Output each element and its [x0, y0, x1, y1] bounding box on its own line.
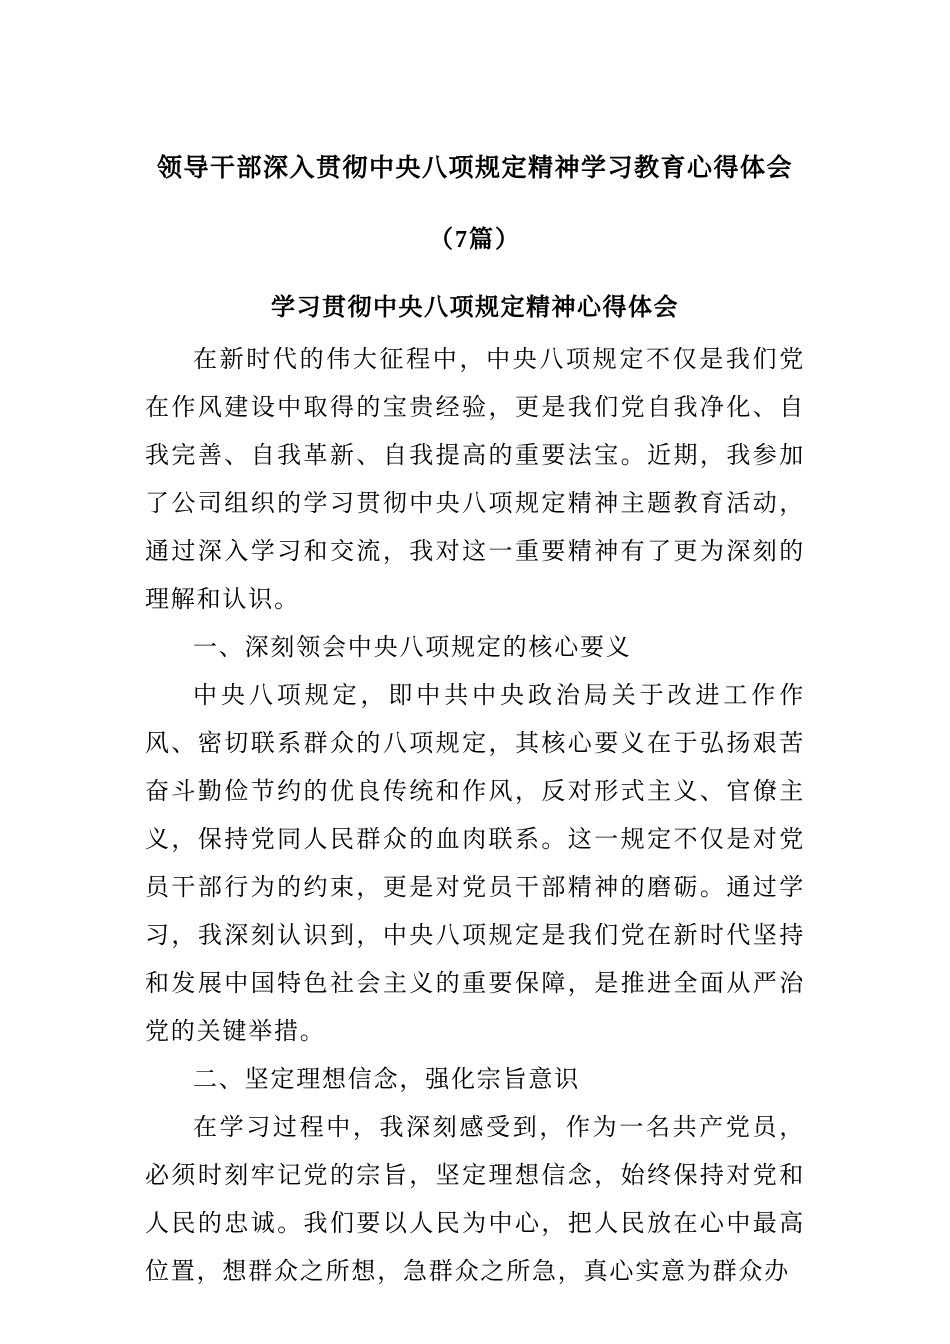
document-title: 领导干部深入贯彻中央八项规定精神学习教育心得体会: [156, 155, 793, 182]
section-heading-1: 一、深刻领会中央八项规定的核心要义: [193, 635, 632, 661]
article-title: 学习贯彻中央八项规定精神心得体会: [271, 295, 679, 321]
paragraph-section-2: 在学习过程中，我深刻感受到，作为一名共产党员，必须时刻牢记党的宗旨，坚定理想信念，始终保持对党和人民的忠诚。我们要以人民为中心，把人民放在心中最高位置，想群众之所想，急群众之所急，真心实意为群众办: [145, 1115, 805, 1285]
article-body: [145, 336, 805, 1296]
paragraph-section-1: 中央八项规定，即中共中央政治局关于改进工作作风、密切联系群众的八项规定，其核心要义在于弘扬艰苦奋斗勤俭节约的优良传统和作风，反对形式主义、官僚主义，保持党同人民群众的血肉联系。这一规定不仅是对党员干部行为的约束，更是对党员干部精神的磨砺。通过学习，我深刻认识到，中央八项规定是我们党在新时代坚持和发展中国特色社会主义的重要保障，是推进全面从严治党的关键举措。: [145, 683, 805, 1045]
document-subtitle: （7篇）: [429, 227, 521, 253]
paragraph-intro: 在新时代的伟大征程中，中央八项规定不仅是我们党在作风建设中取得的宝贵经验，更是我们党自我净化、自我完善、自我革新、自我提高的重要法宝。近期，我参加了公司组织的学习贯彻中央八项规定精神主题教育活动，通过深入学习和交流，我对这一重要精神有了更为深刻的理解和认识。: [145, 347, 805, 613]
section-heading-2: 二、坚定理想信念，强化宗旨意识: [193, 1067, 580, 1093]
